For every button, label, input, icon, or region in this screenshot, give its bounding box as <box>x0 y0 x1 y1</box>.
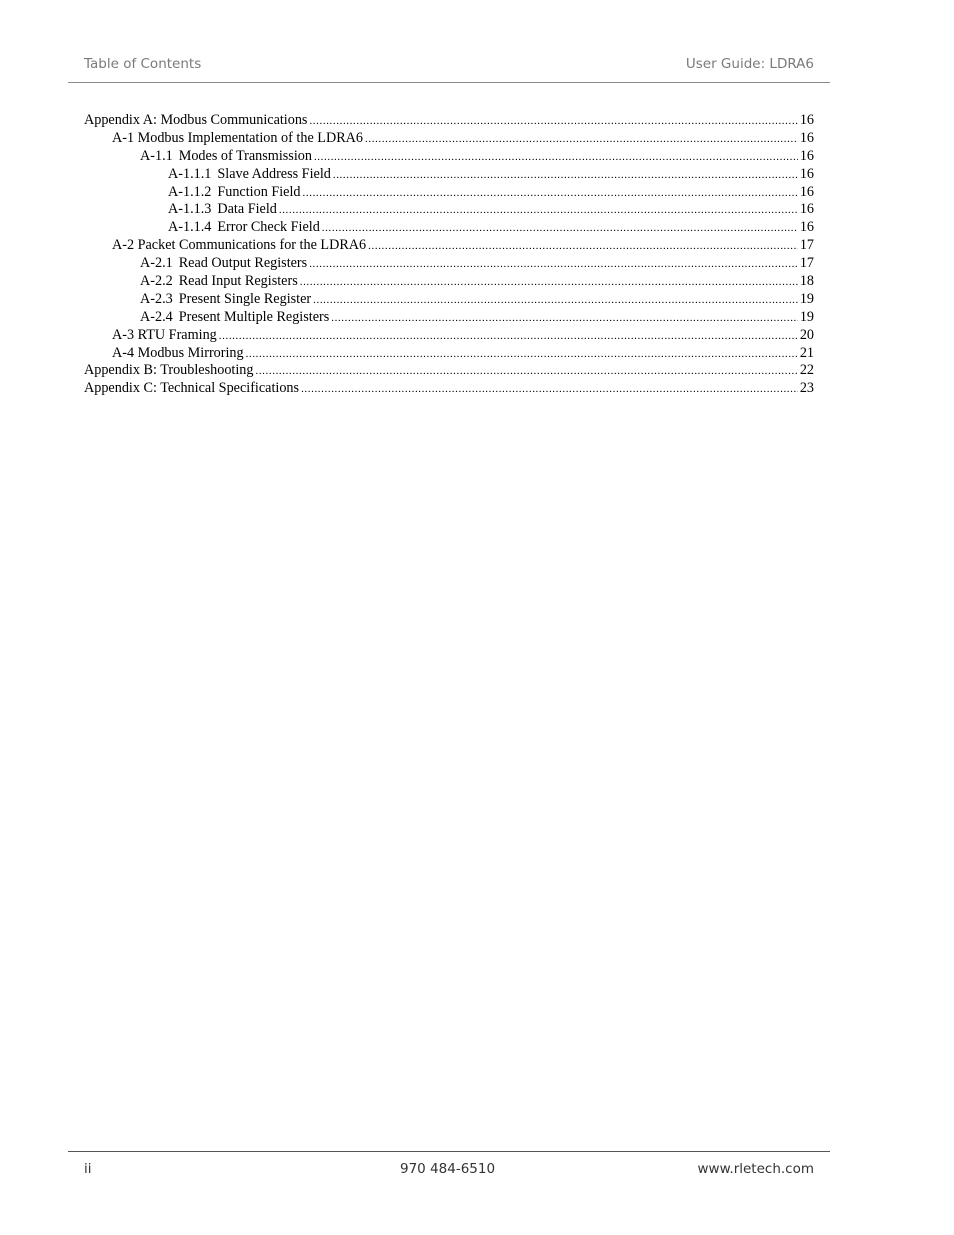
toc-entry-page: 19 <box>799 308 814 325</box>
page-header <box>84 56 814 76</box>
footer-divider <box>68 1151 830 1152</box>
toc-entry-text: Appendix C: Technical Specifications <box>84 380 300 397</box>
toc-entry[interactable] <box>84 201 814 219</box>
toc-dot-leader <box>309 256 798 274</box>
toc-dot-leader <box>368 238 798 256</box>
toc-entry-page: 16 <box>799 183 814 200</box>
toc-entry-text: A-2 Packet Communications for the LDRA6 <box>112 237 367 254</box>
toc-entry[interactable] <box>84 362 814 380</box>
toc-entry-title <box>168 184 301 202</box>
toc-entry-page: 17 <box>799 255 814 272</box>
toc-entry-title <box>140 273 298 291</box>
toc-entry[interactable] <box>84 380 814 398</box>
toc-entry-title <box>84 112 307 130</box>
table-of-contents <box>84 112 814 398</box>
toc-entry-text: Read Input Registers <box>178 273 298 290</box>
toc-entry-page: 16 <box>799 201 814 218</box>
toc-entry-page: 23 <box>799 380 814 397</box>
toc-dot-leader <box>309 113 797 131</box>
toc-entry-title <box>140 148 312 166</box>
toc-dot-leader <box>303 185 798 203</box>
toc-entry-number: A-2.1 <box>140 255 173 272</box>
toc-entry-number: A-1.1.1 <box>168 165 212 182</box>
toc-dot-leader <box>314 149 798 167</box>
toc-entry-page: 16 <box>799 219 814 236</box>
footer-website: www.rletech.com <box>697 1161 814 1177</box>
header-guide-title: User Guide: LDRA6 <box>685 56 814 72</box>
toc-dot-leader <box>279 202 798 220</box>
toc-entry[interactable] <box>84 219 814 237</box>
toc-entry-page: 21 <box>799 344 814 361</box>
toc-dot-leader <box>246 346 798 364</box>
toc-entry-number: A-2.3 <box>140 290 173 307</box>
toc-entry-title <box>140 291 311 309</box>
toc-entry-text: Modes of Transmission <box>178 147 312 164</box>
toc-entry[interactable] <box>84 148 814 166</box>
toc-entry-page: 16 <box>799 147 814 164</box>
toc-entry-page: 16 <box>799 165 814 182</box>
toc-entry-number: A-1.1.4 <box>168 219 212 236</box>
toc-dot-leader <box>301 381 798 399</box>
toc-entry-number: A-1.1.2 <box>168 183 212 200</box>
toc-entry[interactable] <box>84 237 814 255</box>
toc-entry-text: A-4 Modbus Mirroring <box>112 344 244 361</box>
toc-entry-title <box>168 219 320 237</box>
toc-entry-text: Slave Address Field <box>217 165 331 182</box>
toc-entry-number: A-2.4 <box>140 308 173 325</box>
toc-entry-text: Present Single Register <box>178 290 312 307</box>
toc-entry-title <box>84 380 299 398</box>
toc-entry[interactable] <box>84 130 814 148</box>
toc-entry-title <box>168 201 277 219</box>
toc-dot-leader <box>322 220 798 238</box>
toc-entry[interactable] <box>84 309 814 327</box>
toc-entry-title <box>112 345 244 363</box>
toc-entry-text: A-1 Modbus Implementation of the LDRA6 <box>112 129 364 146</box>
toc-dot-leader <box>313 292 798 310</box>
toc-dot-leader <box>333 167 798 185</box>
toc-entry-title <box>84 362 253 380</box>
toc-entry-page: 19 <box>799 290 814 307</box>
toc-dot-leader <box>331 310 798 328</box>
toc-entry-text: Present Multiple Registers <box>178 308 330 325</box>
toc-entry-number: A-2.2 <box>140 273 173 290</box>
toc-entry-page: 16 <box>799 129 814 146</box>
toc-entry-page: 17 <box>799 237 814 254</box>
header-divider <box>68 82 830 83</box>
toc-entry-page: 20 <box>799 326 814 343</box>
toc-dot-leader <box>255 363 797 381</box>
toc-entry-text: Appendix B: Troubleshooting <box>84 362 254 379</box>
footer-phone: 970 484-6510 <box>400 1161 496 1177</box>
toc-entry[interactable] <box>84 166 814 184</box>
toc-entry-title <box>140 309 329 327</box>
toc-entry-text: Error Check Field <box>217 219 320 236</box>
page-footer <box>84 1161 814 1181</box>
toc-entry-number: A-1.1.3 <box>168 201 212 218</box>
toc-entry[interactable] <box>84 345 814 363</box>
toc-dot-leader <box>219 328 798 346</box>
toc-entry-title <box>112 130 363 148</box>
toc-entry-text: Data Field <box>217 201 277 218</box>
toc-entry-title <box>112 237 366 255</box>
toc-entry[interactable] <box>84 291 814 309</box>
toc-entry[interactable] <box>84 273 814 291</box>
toc-entry[interactable] <box>84 327 814 345</box>
toc-dot-leader <box>300 274 798 292</box>
toc-entry-text: Appendix A: Modbus Communications <box>84 112 308 128</box>
toc-entry[interactable] <box>84 112 814 130</box>
toc-entry[interactable] <box>84 255 814 273</box>
toc-entry-number: A-1.1 <box>140 147 173 164</box>
toc-entry-page: 16 <box>799 112 814 128</box>
toc-entry-text: Function Field <box>217 183 301 200</box>
toc-entry-title <box>140 255 307 273</box>
header-section-title: Table of Contents <box>84 56 202 72</box>
toc-entry[interactable] <box>84 184 814 202</box>
toc-entry-title <box>112 327 217 345</box>
toc-entry-page: 18 <box>799 273 814 290</box>
toc-dot-leader <box>365 131 798 149</box>
footer-page-number: ii <box>84 1161 92 1177</box>
toc-entry-title <box>168 166 331 184</box>
toc-entry-text: A-3 RTU Framing <box>112 326 217 343</box>
toc-entry-text: Read Output Registers <box>178 255 308 272</box>
toc-entry-page: 22 <box>799 362 814 379</box>
